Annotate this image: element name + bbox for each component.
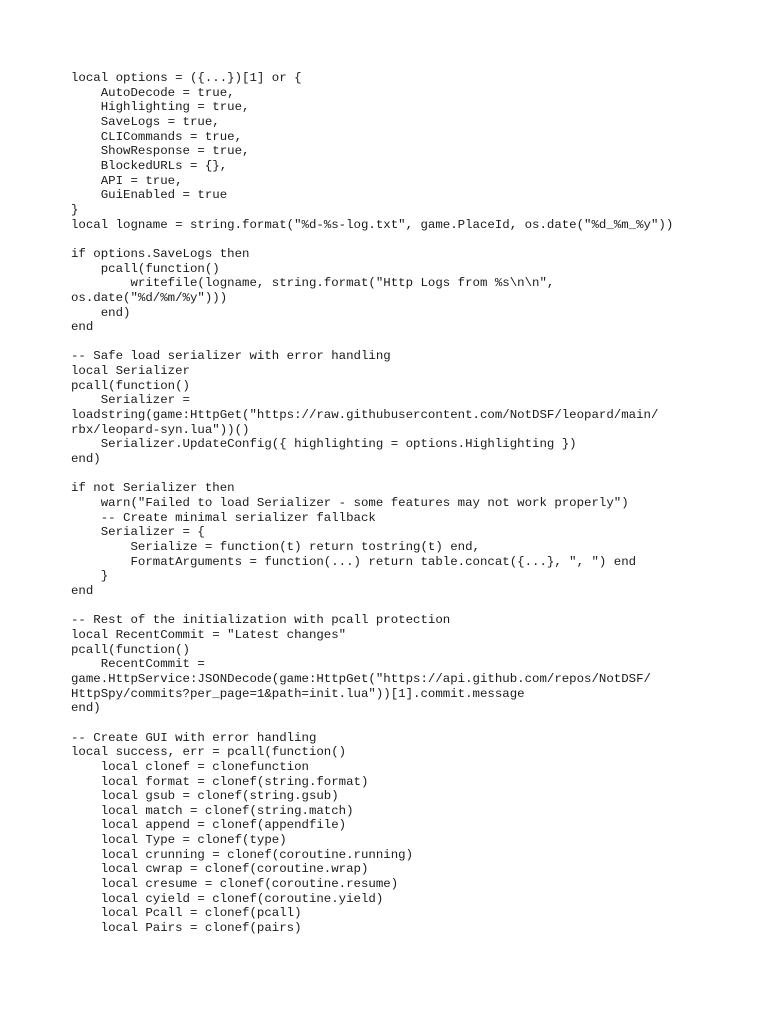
code-line: if not Serializer then (71, 481, 235, 496)
code-line: RecentCommit = (71, 657, 205, 672)
code-line: -- Rest of the initialization with pcall protection (71, 613, 451, 628)
code-line: local Pcall = clonef(pcall) (71, 906, 302, 921)
code-line: local match = clonef(string.match) (71, 803, 354, 818)
code-line (71, 599, 731, 614)
code-line: local format = clonef(string.format) (71, 774, 369, 789)
code-line: CLICommands = true, (71, 129, 243, 144)
code-line: local clonef = clonefunction (71, 759, 309, 774)
code-line: os.date("%d/%m/%y"))) (71, 290, 228, 305)
code-line: end (71, 320, 94, 335)
code-line: local Type = clonef(type) (71, 833, 287, 848)
code-line: warn("Failed to load Serializer - some features may not work properly") (71, 496, 629, 511)
code-block (71, 71, 731, 936)
code-line: local cwrap = clonef(coroutine.wrap) (71, 862, 369, 877)
code-line (71, 335, 731, 350)
code-line: pcall(function() (71, 378, 190, 393)
code-line: local success, err = pcall(function() (71, 745, 347, 760)
code-line: -- Safe load serializer with error handling (71, 349, 391, 364)
code-line: ShowResponse = true, (71, 144, 250, 159)
code-line: local crunning = clonef(coroutine.running) (71, 847, 414, 862)
code-line: writefile(logname, string.format("Http Logs from %s\n\n", (71, 276, 555, 291)
code-line: AutoDecode = true, (71, 85, 235, 100)
code-line: Serializer.UpdateConfig({ highlighting = options.Highlighting }) (71, 437, 577, 452)
code-line (71, 232, 731, 247)
code-line: -- Create minimal serializer fallback (71, 510, 376, 525)
code-line: local Serializer (71, 364, 190, 379)
code-line: local append = clonef(appendfile) (71, 818, 347, 833)
code-line: local cyield = clonef(coroutine.yield) (71, 891, 384, 906)
code-line: FormatArguments = function(...) return table.concat({...}, ", ") end (71, 554, 637, 569)
code-line: local cresume = clonef(coroutine.resume) (71, 877, 399, 892)
code-line: SaveLogs = true, (71, 114, 220, 129)
code-line: -- Create GUI with error handling (71, 730, 317, 745)
code-line: Serializer = { (71, 525, 205, 540)
code-line: Highlighting = true, (71, 100, 250, 115)
code-line: Serializer = (71, 393, 190, 408)
code-line: BlockedURLs = {}, (71, 158, 228, 173)
code-line: end) (71, 701, 101, 716)
code-line: local options = ({...})[1] or { (71, 71, 302, 85)
code-line (71, 467, 731, 482)
code-line: HttpSpy/commits?per_page=1&path=init.lua"))[1].commit.message (71, 686, 525, 701)
code-line: Serialize = function(t) return tostring(t) end, (71, 540, 480, 554)
code-line: API = true, (71, 173, 183, 188)
code-line: rbx/leopard-syn.lua"))() (71, 422, 250, 437)
code-line: end) (71, 452, 101, 467)
code-line: end) (71, 305, 131, 320)
code-line: } (71, 569, 109, 584)
code-line: local Pairs = clonef(pairs) (71, 921, 302, 936)
code-line: local logname = string.format("%d-%s-log.txt", game.PlaceId, os.date("%d_%m_%y")) (71, 217, 674, 232)
code-line: pcall(function() (71, 642, 190, 657)
code-line: loadstring(game:HttpGet("https://raw.githubusercontent.com/NotDSF/leopard/main/ (71, 408, 659, 423)
code-line: local RecentCommit = "Latest changes" (71, 627, 347, 642)
code-line: } (71, 202, 79, 217)
code-line: local gsub = clonef(string.gsub) (71, 789, 339, 804)
code-line: GuiEnabled = true (71, 188, 228, 203)
code-line: if options.SaveLogs then (71, 246, 250, 261)
code-line: game.HttpService:JSONDecode(game:HttpGet("https://api.github.com/repos/NotDSF/ (71, 671, 651, 686)
code-line: pcall(function() (71, 261, 220, 276)
code-line: end (71, 583, 94, 598)
code-line (71, 716, 731, 731)
